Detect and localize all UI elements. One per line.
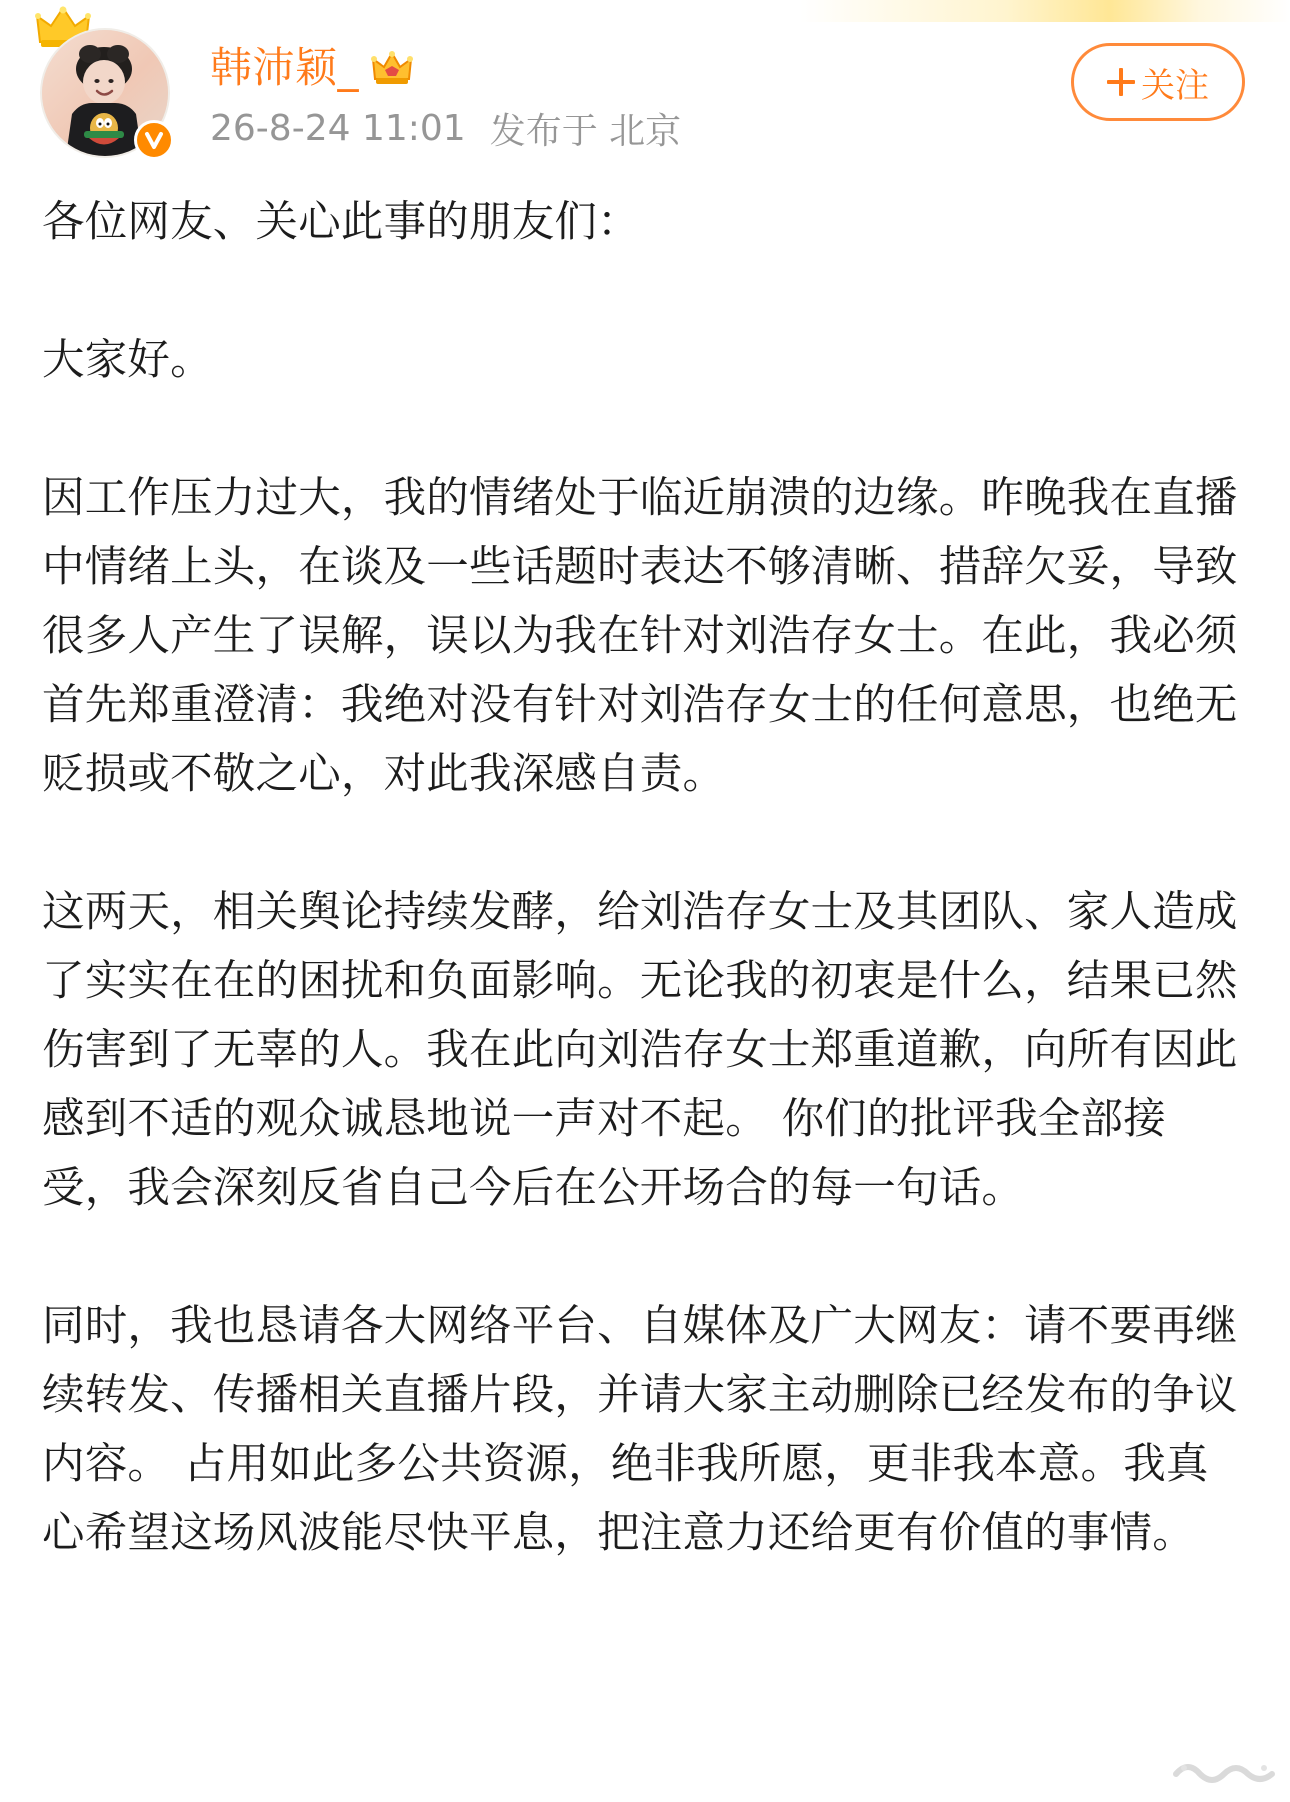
post-paragraph: 同时，我也恳请各大网络平台、自媒体及广大网友：请不要再继续转发、传播相关直播片段，并请大家主动删除已经发布的争议内容。 占用如此多公共资源，绝非我所愿，更非我本意。我真心希望这场风波能尽快平息，把注意力还给更有价值的事情。 (42, 1302, 1238, 1558)
post-location: 发布于 北京 (489, 110, 682, 152)
verified-badge-icon (134, 120, 174, 160)
watermark-logo-icon (1168, 1756, 1278, 1786)
post-header (0, 0, 1290, 170)
post-paragraph: 大家好。 (42, 336, 213, 385)
author-name-row (210, 38, 415, 98)
post-meta-row (210, 102, 681, 154)
follow-button[interactable] (1071, 43, 1245, 121)
post-paragraph: 因工作压力过大，我的情绪处于临近崩溃的边缘。昨晚我在直播中情绪上头，在谈及一些话题时表达不够清晰、措辞欠妥，导致很多人产生了误解，误以为我在针对刘浩存女士。在此，我必须首先郑重澄清：我绝对没有针对刘浩存女士的任何意思，也绝无贬损或不敬之心，对此我深感自责。 (42, 474, 1238, 799)
follow-button-label: 关注 (1141, 65, 1209, 106)
verified-v-icon (137, 123, 171, 157)
post-time: 26-8-24 11:01 (210, 107, 466, 149)
post-paragraph: 这两天，相关舆论持续发酵，给刘浩存女士及其团队、家人造成了实实在在的困扰和负面影响。无论我的初衷是什么，结果已然伤害到了无辜的人。我在此向刘浩存女士郑重道歉，向所有因此感到不适的观众诚恳地说一声对不起。 你们的批评我全部接受，我会深刻反省自己今后在公开场合的每一句话。 (42, 888, 1238, 1213)
post-paragraph: 各位网友、关心此事的朋友们： (42, 198, 640, 247)
post-body (42, 188, 1248, 1568)
author-avatar-container[interactable] (42, 30, 170, 158)
author-name[interactable]: 韩沛颖_ (210, 43, 360, 92)
vip-crown-icon (369, 45, 415, 91)
plus-icon (1107, 68, 1135, 96)
